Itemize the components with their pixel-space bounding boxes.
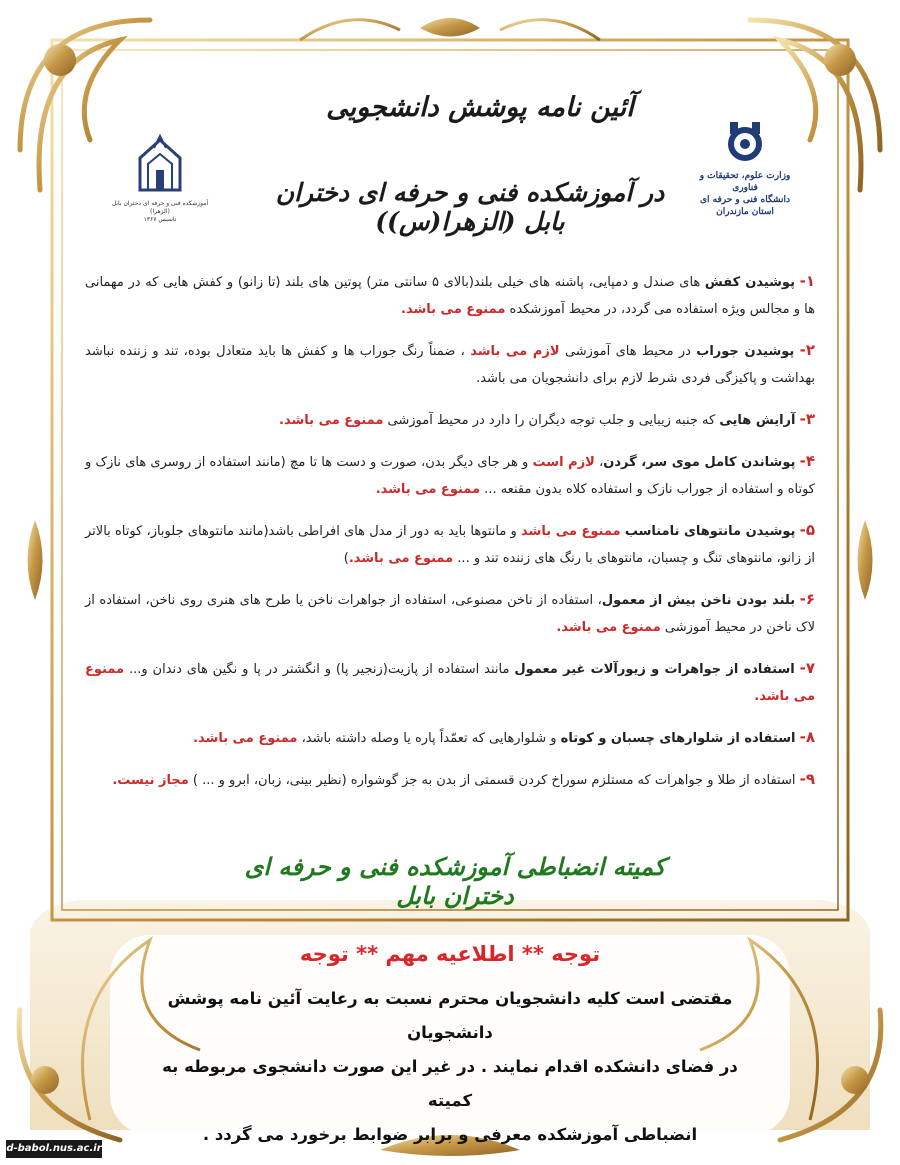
notice-title: توجه ** اطلاعیه مهم ** توجه xyxy=(299,942,601,966)
rule-item: ۱- پوشیدن کفش های صندل و دمپایی، پاشنه های خیلی بلند(بالای ۵ سانتی متر) پوتین های بلند (تا زانو) و کفش هایی که در مهمانی ها و مجالس ویژه استفاده می گردد، در محیط آموزشکده ممنوع می باشد. xyxy=(85,272,815,317)
rule-item: ۷- استفاده از جواهرات و زیورآلات غیر معمول مانند استفاده از پازیت(زنجیر پا) و انگشتر در پا و نگین های دندان و... ممنوع می باشد. xyxy=(85,659,815,704)
rule-item: ۶- بلند بودن ناخن بیش از معمول، استفاده از ناخن مصنوعی، استفاده از جواهرات ناخن یا طرح های هنری روی ناخن، استفاده از لاک ناخن در محیط آموزشی ممنوع می باشد. xyxy=(85,590,815,635)
page-subtitle: در آموزشکده فنی و حرفه ای دختران بابل (الزهرا(س)) xyxy=(275,178,665,236)
page-title: آئین نامه پوشش دانشجویی xyxy=(326,92,634,123)
college-emblem-icon xyxy=(110,130,210,196)
province-name: استان مازندران xyxy=(716,207,774,217)
university-logo xyxy=(690,118,800,218)
committee-signature: کمیته انضباطی آموزشکده فنی و حرفه ای دختران بابل xyxy=(244,852,666,910)
college-logo xyxy=(110,130,210,223)
college-logo-year: تاسیس ۱۳۶۷ xyxy=(143,216,177,223)
ministry-name: وزارت علوم، تحقیقات و فناوری xyxy=(699,171,791,193)
rule-item: ۵- پوشیدن مانتوهای نامناسب ممنوع می باشد و مانتوها باید به دور از مدل های افراطی باشد(مانند مانتوهای جلوباز، کوتاه بالاتر از زانو، مانتوهای تنگ و چسبان، مانتوهای با رنگ های زننده تند و ... ممنوع می باشد.) xyxy=(85,521,815,566)
rules-list xyxy=(85,255,815,808)
notice-line: در فضای دانشکده اقدام نمایند . در غیر این صورت دانشجوی مربوطه به کمیته xyxy=(162,1057,738,1110)
rule-item: ۲- پوشیدن جوراب در محیط های آموزشی لازم می باشد ، ضمناً رنگ جوراب ها و کفش ها باید متعادل بوده، تند و زننده نباشد بهداشت و پاکیزگی فردی شرط لازم برای دانشجویان می باشد. xyxy=(85,341,815,386)
notice-body xyxy=(140,982,760,1152)
rule-item: ۸- استفاده از شلوارهای چسبان و کوتاه و شلوارهایی که تعمّداً پاره یا وصله داشته باشد، ممنوع می باشد. xyxy=(193,728,815,746)
university-name: دانشگاه فنی و حرفه ای xyxy=(699,195,791,205)
rule-item: ۳- آرایش هایی که جنبه زیبایی و جلب توجه دیگران را دارد در محیط آموزشی ممنوع می باشد. xyxy=(279,410,815,428)
site-watermark: d-babol.nus.ac.ir xyxy=(6,1140,102,1158)
college-logo-caption: آموزشکده فنی و حرفه ای دختران بابل (الزهرا) xyxy=(111,200,209,215)
notice-line: مقتضی است کلیه دانشجویان محترم نسبت به رعایت آئین نامه پوشش دانشجویان xyxy=(167,989,733,1042)
university-emblem-icon xyxy=(720,118,770,166)
rule-item: ۹- استفاده از طلا و جواهرات که مستلزم سوراخ کردن قسمتی از بدن به جز گوشواره (نظیر بینی، زبان، ابرو و ... ) مجاز نیست. xyxy=(112,770,815,788)
notice-line: انضباطی آموزشکده معرفی و برابر ضوابط برخورد می گردد . xyxy=(202,1125,698,1144)
rule-item: ۴- پوشاندن کامل موی سر، گردن، لازم است و هر جای دیگر بدن، صورت و دست ها تا مچ (مانند استفاده از روسری های نازک و کوتاه و استفاده از جوراب نازک و استفاده کلاه بدون مقنعه ... ممنوع می باشد. xyxy=(85,452,815,497)
